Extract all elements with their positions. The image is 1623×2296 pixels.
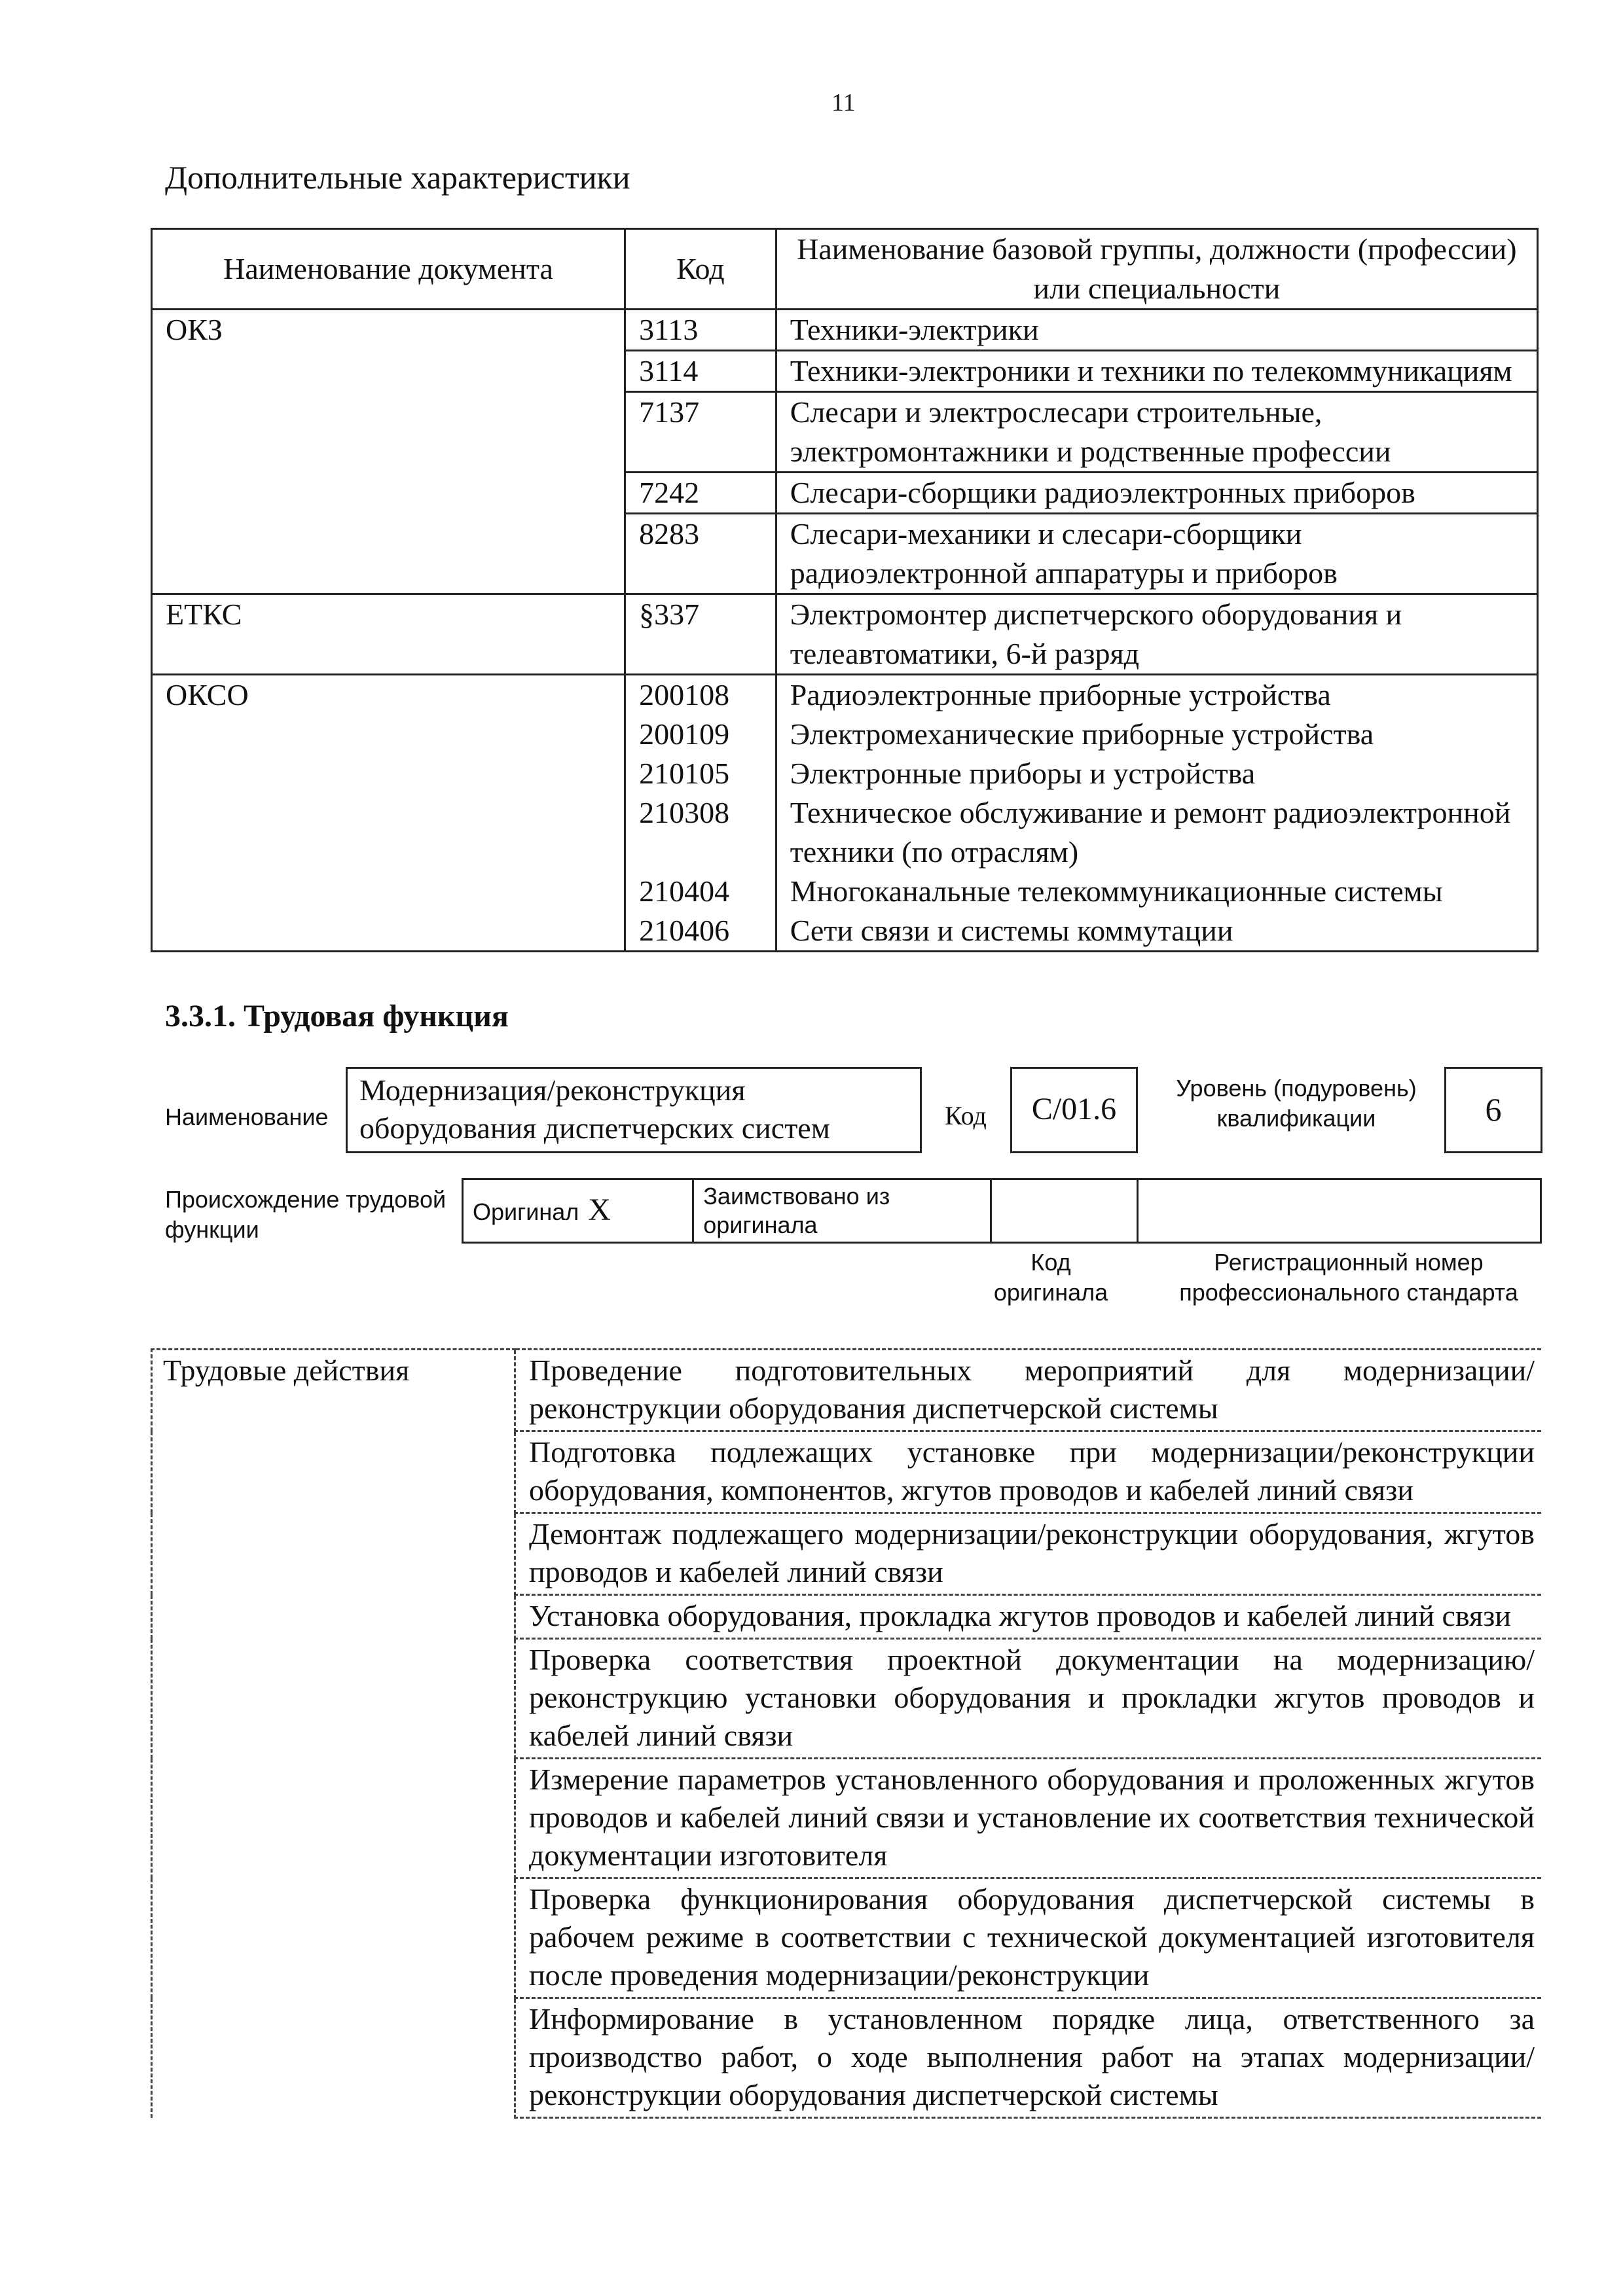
okso-name: Техническое обслуживание и ремонт радиоэлектронной техники (по отраслям) — [790, 796, 1511, 869]
okso-name: Сети связи и системы коммутации — [790, 914, 1233, 947]
table-row — [152, 675, 1538, 952]
section-heading: Дополнительные характеристики — [165, 159, 630, 196]
orig-code-caption: Код оригинала — [993, 1249, 1108, 1306]
table-row — [152, 1350, 1542, 1431]
page-number: 11 — [831, 89, 856, 117]
table-header-row — [152, 229, 1538, 310]
header-name: Наименование базовой группы, должности (профессии) или специальности — [776, 229, 1537, 310]
code-cell: §337 — [625, 594, 776, 675]
code-label: Код — [945, 1101, 987, 1130]
okso-code: 200108 — [639, 678, 730, 711]
code-cell: 3113 — [625, 310, 776, 351]
function-name-box: Модернизация/реконструкция оборудования диспетчерских систем — [346, 1067, 922, 1153]
doc-okz: ОКЗ — [152, 310, 625, 594]
action-item: Измерение параметров установленного оборудования и проложенных жгутов проводов и кабелей линий связи и установление их соответствия технической документации изготовителя — [515, 1759, 1542, 1878]
original-mark: X — [588, 1192, 611, 1227]
code-cell: 7137 — [625, 392, 776, 473]
name-cell: Электромонтер диспетчерского оборудования и телеавтоматики, 6-й разряд — [776, 594, 1537, 675]
orig-code-cell — [991, 1179, 1137, 1243]
doc-okso: ОКСО — [152, 675, 625, 952]
okso-code: 210404 — [639, 874, 730, 908]
labor-actions-table — [151, 1348, 1541, 2119]
action-item: Проверка функционирования оборудования диспетчерской системы в рабочем режиме в соответствии с технической документацией изготовителя после проведения модернизации/реконструкции — [515, 1878, 1542, 1998]
okso-name: Электронные приборы и устройства — [790, 757, 1256, 790]
name-cell: Слесари и электрослесари строительные, электромонтажники и родственные профессии — [776, 392, 1537, 473]
name-cell — [776, 675, 1537, 952]
action-item: Установка оборудования, прокладка жгутов проводов и кабелей линий связи — [515, 1595, 1542, 1639]
name-label: Наименование — [165, 1103, 329, 1130]
okso-name: Электромеханические приборные устройства — [790, 717, 1374, 751]
original-cell — [463, 1179, 693, 1243]
action-item: Информирование в установленном порядке лица, ответственного за производство работ, о ходе выполнения работ на этапах модернизации/реконструкции оборудования диспетчерской системы — [515, 1998, 1542, 2118]
code-cell: 8283 — [625, 514, 776, 594]
okso-name: Радиоэлектронные приборные устройства — [790, 678, 1331, 711]
level-label: Уровень (подуровень) квалификации — [1176, 1075, 1417, 1132]
action-item: Проверка соответствия проектной документации на модернизацию/реконструкцию установки оборудования и прокладки жгутов проводов и кабелей линий связи — [515, 1639, 1542, 1759]
action-item: Проведение подготовительных мероприятий для модернизации/реконструкции оборудования диспетчерской системы — [515, 1350, 1542, 1431]
action-item: Демонтаж подлежащего модернизации/реконструкции оборудования, жгутов проводов и кабелей линий связи — [515, 1513, 1542, 1595]
header-code: Код — [625, 229, 776, 310]
origin-label: Происхождение трудовой функции — [165, 1186, 447, 1243]
function-heading: 3.3.1. Трудовая функция — [165, 999, 509, 1033]
doc-etks: ЕТКС — [152, 594, 625, 675]
table-row — [152, 594, 1538, 675]
reg-number-cell — [1138, 1179, 1541, 1243]
header-doc: Наименование документа — [152, 229, 625, 310]
name-cell: Техники-электрики — [776, 310, 1537, 351]
level-box: 6 — [1444, 1067, 1542, 1153]
okso-code: 210406 — [639, 914, 730, 947]
origin-table — [462, 1178, 1542, 1244]
code-cell: 3114 — [625, 351, 776, 392]
name-cell: Слесари-механики и слесари-сборщики радиоэлектронной аппаратуры и приборов — [776, 514, 1537, 594]
actions-label: Трудовые действия — [152, 1350, 515, 2118]
original-label: Оригинал — [473, 1198, 579, 1225]
borrowed-cell: Заимствовано из оригинала — [693, 1179, 991, 1243]
code-cell: 7242 — [625, 473, 776, 514]
name-cell: Техники-электроники и техники по телекоммуникациям — [776, 351, 1537, 392]
okso-name: Многоканальные телекоммуникационные системы — [790, 874, 1443, 908]
function-code-box: C/01.6 — [1010, 1067, 1138, 1153]
name-cell: Слесари-сборщики радиоэлектронных приборов — [776, 473, 1537, 514]
reg-number-caption: Регистрационный номер профессионального стандарта — [1179, 1249, 1518, 1306]
okso-code: 210105 — [639, 757, 730, 790]
action-item: Подготовка подлежащих установке при модернизации/реконструкции оборудования, компонентов, жгутов проводов и кабелей линий связи — [515, 1431, 1542, 1513]
okso-code: 210308 — [639, 796, 730, 829]
code-cell — [625, 675, 776, 952]
table-row — [152, 310, 1538, 351]
characteristics-table — [151, 228, 1539, 952]
okso-code: 200109 — [639, 717, 730, 751]
